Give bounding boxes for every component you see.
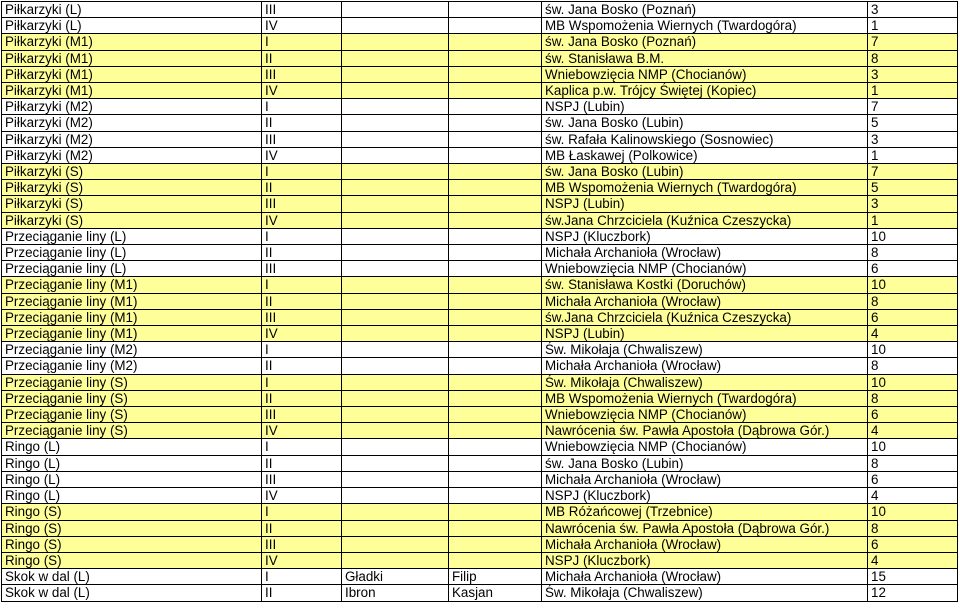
discipline-cell[interactable]: Ringo (S) [2, 536, 262, 552]
parish-cell[interactable]: Michała Archanioła (Wrocław) [542, 293, 868, 309]
firstname-cell[interactable] [449, 50, 542, 66]
table-row [2, 99, 958, 115]
surname-cell[interactable] [342, 342, 449, 358]
place-cell[interactable]: III [262, 471, 342, 487]
points-cell[interactable]: 3 [868, 66, 958, 82]
discipline-cell[interactable]: Ringo (L) [2, 488, 262, 504]
parish-cell[interactable]: NSPJ (Lubin) [542, 99, 868, 115]
discipline-cell[interactable]: Przeciąganie liny (M1) [2, 277, 262, 293]
discipline-cell[interactable]: Przeciąganie liny (M2) [2, 358, 262, 374]
parish-cell[interactable]: Michała Archanioła (Wrocław) [542, 245, 868, 261]
discipline-cell[interactable]: Piłkarzyki (S) [2, 212, 262, 228]
surname-cell[interactable] [342, 504, 449, 520]
parish-cell[interactable]: św. Stanisława Kostki (Doruchów) [542, 277, 868, 293]
surname-cell[interactable] [342, 455, 449, 471]
points-cell[interactable]: 8 [868, 245, 958, 261]
discipline-cell[interactable]: Przeciąganie liny (M1) [2, 293, 262, 309]
points-cell[interactable]: 3 [868, 196, 958, 212]
surname-cell[interactable] [342, 212, 449, 228]
table-row [2, 212, 958, 228]
table-row [2, 536, 958, 552]
firstname-cell[interactable] [449, 18, 542, 34]
points-cell[interactable]: 6 [868, 536, 958, 552]
place-cell[interactable]: II [262, 520, 342, 536]
points-cell[interactable]: 10 [868, 277, 958, 293]
parish-cell[interactable]: NSPJ (Kluczbork) [542, 552, 868, 568]
table-row [2, 342, 958, 358]
surname-cell[interactable] [342, 277, 449, 293]
parish-cell[interactable]: NSPJ (Kluczbork) [542, 488, 868, 504]
parish-cell[interactable]: Św. Mikołaja (Chwaliszew) [542, 374, 868, 390]
place-cell[interactable]: I [262, 99, 342, 115]
parish-cell[interactable]: Michała Archanioła (Wrocław) [542, 358, 868, 374]
discipline-cell[interactable]: Ringo (L) [2, 455, 262, 471]
points-cell[interactable]: 10 [868, 504, 958, 520]
discipline-cell[interactable]: Przeciąganie liny (L) [2, 228, 262, 244]
place-cell[interactable]: II [262, 115, 342, 131]
points-cell[interactable]: 10 [868, 374, 958, 390]
points-cell[interactable]: 4 [868, 488, 958, 504]
surname-cell[interactable]: Gładki [342, 569, 449, 585]
discipline-cell[interactable]: Ringo (S) [2, 504, 262, 520]
discipline-cell[interactable]: Piłkarzyki (L) [2, 2, 262, 18]
firstname-cell[interactable] [449, 99, 542, 115]
place-cell[interactable]: IV [262, 488, 342, 504]
place-cell[interactable]: I [262, 277, 342, 293]
table-row [2, 504, 958, 520]
firstname-cell[interactable] [449, 147, 542, 163]
points-cell[interactable]: 10 [868, 228, 958, 244]
points-cell[interactable]: 1 [868, 83, 958, 99]
table-row [2, 83, 958, 99]
points-cell[interactable]: 4 [868, 423, 958, 439]
firstname-cell[interactable] [449, 196, 542, 212]
parish-cell[interactable]: św. Jana Bosko (Lubin) [542, 115, 868, 131]
parish-cell[interactable]: MB Wspomożenia Wiernych (Twardogóra) [542, 18, 868, 34]
parish-cell[interactable]: Nawrócenia św. Pawła Apostoła (Dąbrowa Gór.) [542, 520, 868, 536]
table-row [2, 18, 958, 34]
table-row [2, 245, 958, 261]
firstname-cell[interactable] [449, 488, 542, 504]
parish-cell[interactable]: św. Jana Bosko (Poznań) [542, 34, 868, 50]
firstname-cell[interactable] [449, 277, 542, 293]
surname-cell[interactable] [342, 131, 449, 147]
discipline-cell[interactable]: Piłkarzyki (M2) [2, 115, 262, 131]
discipline-cell[interactable]: Przeciąganie liny (S) [2, 407, 262, 423]
points-cell[interactable]: 4 [868, 326, 958, 342]
firstname-cell[interactable] [449, 471, 542, 487]
place-cell[interactable]: II [262, 455, 342, 471]
place-cell[interactable]: I [262, 569, 342, 585]
place-cell[interactable]: IV [262, 18, 342, 34]
place-cell[interactable]: III [262, 66, 342, 82]
table-row [2, 326, 958, 342]
points-cell[interactable]: 3 [868, 2, 958, 18]
firstname-cell[interactable] [449, 164, 542, 180]
surname-cell[interactable] [342, 358, 449, 374]
surname-cell[interactable] [342, 293, 449, 309]
surname-cell[interactable] [342, 326, 449, 342]
place-cell[interactable]: IV [262, 83, 342, 99]
surname-cell[interactable] [342, 50, 449, 66]
points-cell[interactable]: 10 [868, 342, 958, 358]
place-cell[interactable]: IV [262, 326, 342, 342]
surname-cell[interactable] [342, 423, 449, 439]
table-row [2, 471, 958, 487]
table-row [2, 358, 958, 374]
parish-cell[interactable]: św.Jana Chrzciciela (Kuźnica Czeszycka) [542, 309, 868, 325]
discipline-cell[interactable]: Piłkarzyki (M1) [2, 83, 262, 99]
surname-cell[interactable] [342, 471, 449, 487]
parish-cell[interactable]: Nawrócenia św. Pawła Apostoła (Dąbrowa Gór.) [542, 423, 868, 439]
parish-cell[interactable]: św. Jana Bosko (Poznań) [542, 2, 868, 18]
table-row [2, 374, 958, 390]
discipline-cell[interactable]: Piłkarzyki (M1) [2, 34, 262, 50]
surname-cell[interactable] [342, 99, 449, 115]
table-row [2, 34, 958, 50]
surname-cell[interactable] [342, 180, 449, 196]
discipline-cell[interactable]: Piłkarzyki (M2) [2, 99, 262, 115]
place-cell[interactable]: III [262, 261, 342, 277]
points-cell[interactable]: 8 [868, 293, 958, 309]
discipline-cell[interactable]: Przeciąganie liny (M1) [2, 326, 262, 342]
table-row [2, 196, 958, 212]
firstname-cell[interactable] [449, 423, 542, 439]
discipline-cell[interactable]: Przeciąganie liny (S) [2, 374, 262, 390]
firstname-cell[interactable] [449, 455, 542, 471]
points-cell[interactable]: 8 [868, 520, 958, 536]
place-cell[interactable]: II [262, 50, 342, 66]
firstname-cell[interactable] [449, 407, 542, 423]
surname-cell[interactable] [342, 488, 449, 504]
discipline-cell[interactable]: Piłkarzyki (S) [2, 164, 262, 180]
results-table [1, 1, 958, 602]
surname-cell[interactable] [342, 115, 449, 131]
firstname-cell[interactable] [449, 228, 542, 244]
table-row [2, 309, 958, 325]
points-cell[interactable]: 6 [868, 471, 958, 487]
table-row [2, 277, 958, 293]
surname-cell[interactable]: Ibron [342, 585, 449, 601]
parish-cell[interactable]: św.Jana Chrzciciela (Kuźnica Czeszycka) [542, 212, 868, 228]
surname-cell[interactable] [342, 390, 449, 406]
surname-cell[interactable] [342, 228, 449, 244]
table-row [2, 293, 958, 309]
table-row [2, 115, 958, 131]
firstname-cell[interactable] [449, 536, 542, 552]
table-row [2, 131, 958, 147]
points-cell[interactable]: 1 [868, 18, 958, 34]
firstname-cell[interactable] [449, 115, 542, 131]
points-cell[interactable]: 3 [868, 131, 958, 147]
surname-cell[interactable] [342, 2, 449, 18]
firstname-cell[interactable] [449, 358, 542, 374]
points-cell[interactable]: 4 [868, 552, 958, 568]
place-cell[interactable]: II [262, 358, 342, 374]
firstname-cell[interactable] [449, 520, 542, 536]
place-cell[interactable]: I [262, 504, 342, 520]
place-cell[interactable]: IV [262, 552, 342, 568]
place-cell[interactable]: II [262, 390, 342, 406]
surname-cell[interactable] [342, 164, 449, 180]
surname-cell[interactable] [342, 245, 449, 261]
table-row [2, 439, 958, 455]
firstname-cell[interactable]: Filip [449, 569, 542, 585]
place-cell[interactable]: I [262, 439, 342, 455]
place-cell[interactable]: II [262, 180, 342, 196]
table-row [2, 50, 958, 66]
points-cell[interactable]: 8 [868, 390, 958, 406]
discipline-cell[interactable]: Przeciąganie liny (L) [2, 245, 262, 261]
discipline-cell[interactable]: Przeciąganie liny (S) [2, 390, 262, 406]
parish-cell[interactable]: MB Wspomożenia Wiernych (Twardogóra) [542, 180, 868, 196]
discipline-cell[interactable]: Przeciąganie liny (M2) [2, 342, 262, 358]
points-cell[interactable]: 6 [868, 407, 958, 423]
surname-cell[interactable] [342, 439, 449, 455]
firstname-cell[interactable] [449, 293, 542, 309]
discipline-cell[interactable]: Piłkarzyki (M2) [2, 131, 262, 147]
table-row [2, 407, 958, 423]
surname-cell[interactable] [342, 66, 449, 82]
surname-cell[interactable] [342, 261, 449, 277]
discipline-cell[interactable]: Ringo (S) [2, 552, 262, 568]
table-row [2, 423, 958, 439]
parish-cell[interactable]: Michała Archanioła (Wrocław) [542, 471, 868, 487]
discipline-cell[interactable]: Piłkarzyki (S) [2, 180, 262, 196]
discipline-cell[interactable]: Ringo (L) [2, 471, 262, 487]
table-row [2, 228, 958, 244]
surname-cell[interactable] [342, 552, 449, 568]
firstname-cell[interactable] [449, 504, 542, 520]
parish-cell[interactable]: Św. Mikołaja (Chwaliszew) [542, 585, 868, 601]
place-cell[interactable]: III [262, 131, 342, 147]
place-cell[interactable]: IV [262, 423, 342, 439]
points-cell[interactable]: 12 [868, 585, 958, 601]
place-cell[interactable]: I [262, 374, 342, 390]
place-cell[interactable]: III [262, 2, 342, 18]
table-row [2, 552, 958, 568]
table-row [2, 520, 958, 536]
surname-cell[interactable] [342, 536, 449, 552]
firstname-cell[interactable] [449, 390, 542, 406]
firstname-cell[interactable] [449, 261, 542, 277]
discipline-cell[interactable]: Przeciąganie liny (S) [2, 423, 262, 439]
parish-cell[interactable]: Wniebowzięcia NMP (Chocianów) [542, 439, 868, 455]
parish-cell[interactable]: Kaplica p.w. Trójcy Świętej (Kopiec) [542, 83, 868, 99]
discipline-cell[interactable]: Ringo (L) [2, 439, 262, 455]
surname-cell[interactable] [342, 520, 449, 536]
firstname-cell[interactable] [449, 309, 542, 325]
table-row [2, 585, 958, 601]
table-row [2, 180, 958, 196]
parish-cell[interactable]: Wniebowzięcia NMP (Chocianów) [542, 407, 868, 423]
firstname-cell[interactable] [449, 374, 542, 390]
place-cell[interactable]: III [262, 536, 342, 552]
points-cell[interactable]: 1 [868, 212, 958, 228]
parish-cell[interactable]: Michała Archanioła (Wrocław) [542, 536, 868, 552]
surname-cell[interactable] [342, 83, 449, 99]
place-cell[interactable]: II [262, 245, 342, 261]
points-cell[interactable]: 1 [868, 147, 958, 163]
parish-cell[interactable]: św. Rafała Kalinowskiego (Sosnowiec) [542, 131, 868, 147]
surname-cell[interactable] [342, 196, 449, 212]
firstname-cell[interactable] [449, 342, 542, 358]
place-cell[interactable]: II [262, 293, 342, 309]
parish-cell[interactable]: Św. Mikołaja (Chwaliszew) [542, 342, 868, 358]
table-row [2, 569, 958, 585]
table-row [2, 2, 958, 18]
discipline-cell[interactable]: Skok w dal (L) [2, 585, 262, 601]
place-cell[interactable]: I [262, 164, 342, 180]
table-row [2, 488, 958, 504]
points-cell[interactable]: 8 [868, 50, 958, 66]
place-cell[interactable]: III [262, 196, 342, 212]
parish-cell[interactable]: Michała Archanioła (Wrocław) [542, 569, 868, 585]
table-row [2, 147, 958, 163]
firstname-cell[interactable] [449, 245, 542, 261]
firstname-cell[interactable] [449, 66, 542, 82]
discipline-cell[interactable]: Ringo (S) [2, 520, 262, 536]
firstname-cell[interactable] [449, 83, 542, 99]
firstname-cell[interactable] [449, 439, 542, 455]
firstname-cell[interactable]: Kasjan [449, 585, 542, 601]
points-cell[interactable]: 6 [868, 261, 958, 277]
surname-cell[interactable] [342, 407, 449, 423]
table-row [2, 66, 958, 82]
parish-cell[interactable]: MB Różańcowej (Trzebnice) [542, 504, 868, 520]
discipline-cell[interactable]: Piłkarzyki (M1) [2, 66, 262, 82]
firstname-cell[interactable] [449, 2, 542, 18]
firstname-cell[interactable] [449, 131, 542, 147]
points-cell[interactable]: 7 [868, 164, 958, 180]
results-table-body [2, 2, 958, 602]
discipline-cell[interactable]: Piłkarzyki (M1) [2, 50, 262, 66]
table-row [2, 455, 958, 471]
parish-cell[interactable]: NSPJ (Lubin) [542, 326, 868, 342]
parish-cell[interactable]: św. Stanisława B.M. [542, 50, 868, 66]
firstname-cell[interactable] [449, 552, 542, 568]
surname-cell[interactable] [342, 309, 449, 325]
table-row [2, 261, 958, 277]
surname-cell[interactable] [342, 18, 449, 34]
firstname-cell[interactable] [449, 326, 542, 342]
surname-cell[interactable] [342, 34, 449, 50]
discipline-cell[interactable]: Piłkarzyki (S) [2, 196, 262, 212]
points-cell[interactable]: 8 [868, 455, 958, 471]
firstname-cell[interactable] [449, 34, 542, 50]
discipline-cell[interactable]: Przeciąganie liny (M1) [2, 309, 262, 325]
place-cell[interactable]: III [262, 407, 342, 423]
place-cell[interactable]: II [262, 585, 342, 601]
parish-cell[interactable]: Wniebowzięcia NMP (Chocianów) [542, 261, 868, 277]
parish-cell[interactable]: MB Wspomożenia Wiernych (Twardogóra) [542, 390, 868, 406]
place-cell[interactable]: I [262, 342, 342, 358]
place-cell[interactable]: IV [262, 212, 342, 228]
firstname-cell[interactable] [449, 212, 542, 228]
discipline-cell[interactable]: Skok w dal (L) [2, 569, 262, 585]
points-cell[interactable]: 6 [868, 309, 958, 325]
place-cell[interactable]: I [262, 228, 342, 244]
parish-cell[interactable]: św. Jana Bosko (Lubin) [542, 455, 868, 471]
points-cell[interactable]: 5 [868, 180, 958, 196]
parish-cell[interactable]: MB Łaskawej (Polkowice) [542, 147, 868, 163]
parish-cell[interactable]: św. Jana Bosko (Lubin) [542, 164, 868, 180]
parish-cell[interactable]: NSPJ (Kluczbork) [542, 228, 868, 244]
surname-cell[interactable] [342, 374, 449, 390]
place-cell[interactable]: III [262, 309, 342, 325]
points-cell[interactable]: 7 [868, 34, 958, 50]
points-cell[interactable]: 5 [868, 115, 958, 131]
discipline-cell[interactable]: Piłkarzyki (M2) [2, 147, 262, 163]
place-cell[interactable]: IV [262, 147, 342, 163]
firstname-cell[interactable] [449, 180, 542, 196]
discipline-cell[interactable]: Przeciąganie liny (L) [2, 261, 262, 277]
table-row [2, 390, 958, 406]
discipline-cell[interactable]: Piłkarzyki (L) [2, 18, 262, 34]
table-row [2, 164, 958, 180]
parish-cell[interactable]: NSPJ (Lubin) [542, 196, 868, 212]
surname-cell[interactable] [342, 147, 449, 163]
points-cell[interactable]: 8 [868, 358, 958, 374]
points-cell[interactable]: 15 [868, 569, 958, 585]
points-cell[interactable]: 7 [868, 99, 958, 115]
place-cell[interactable]: I [262, 34, 342, 50]
points-cell[interactable]: 10 [868, 439, 958, 455]
parish-cell[interactable]: Wniebowzięcia NMP (Chocianów) [542, 66, 868, 82]
